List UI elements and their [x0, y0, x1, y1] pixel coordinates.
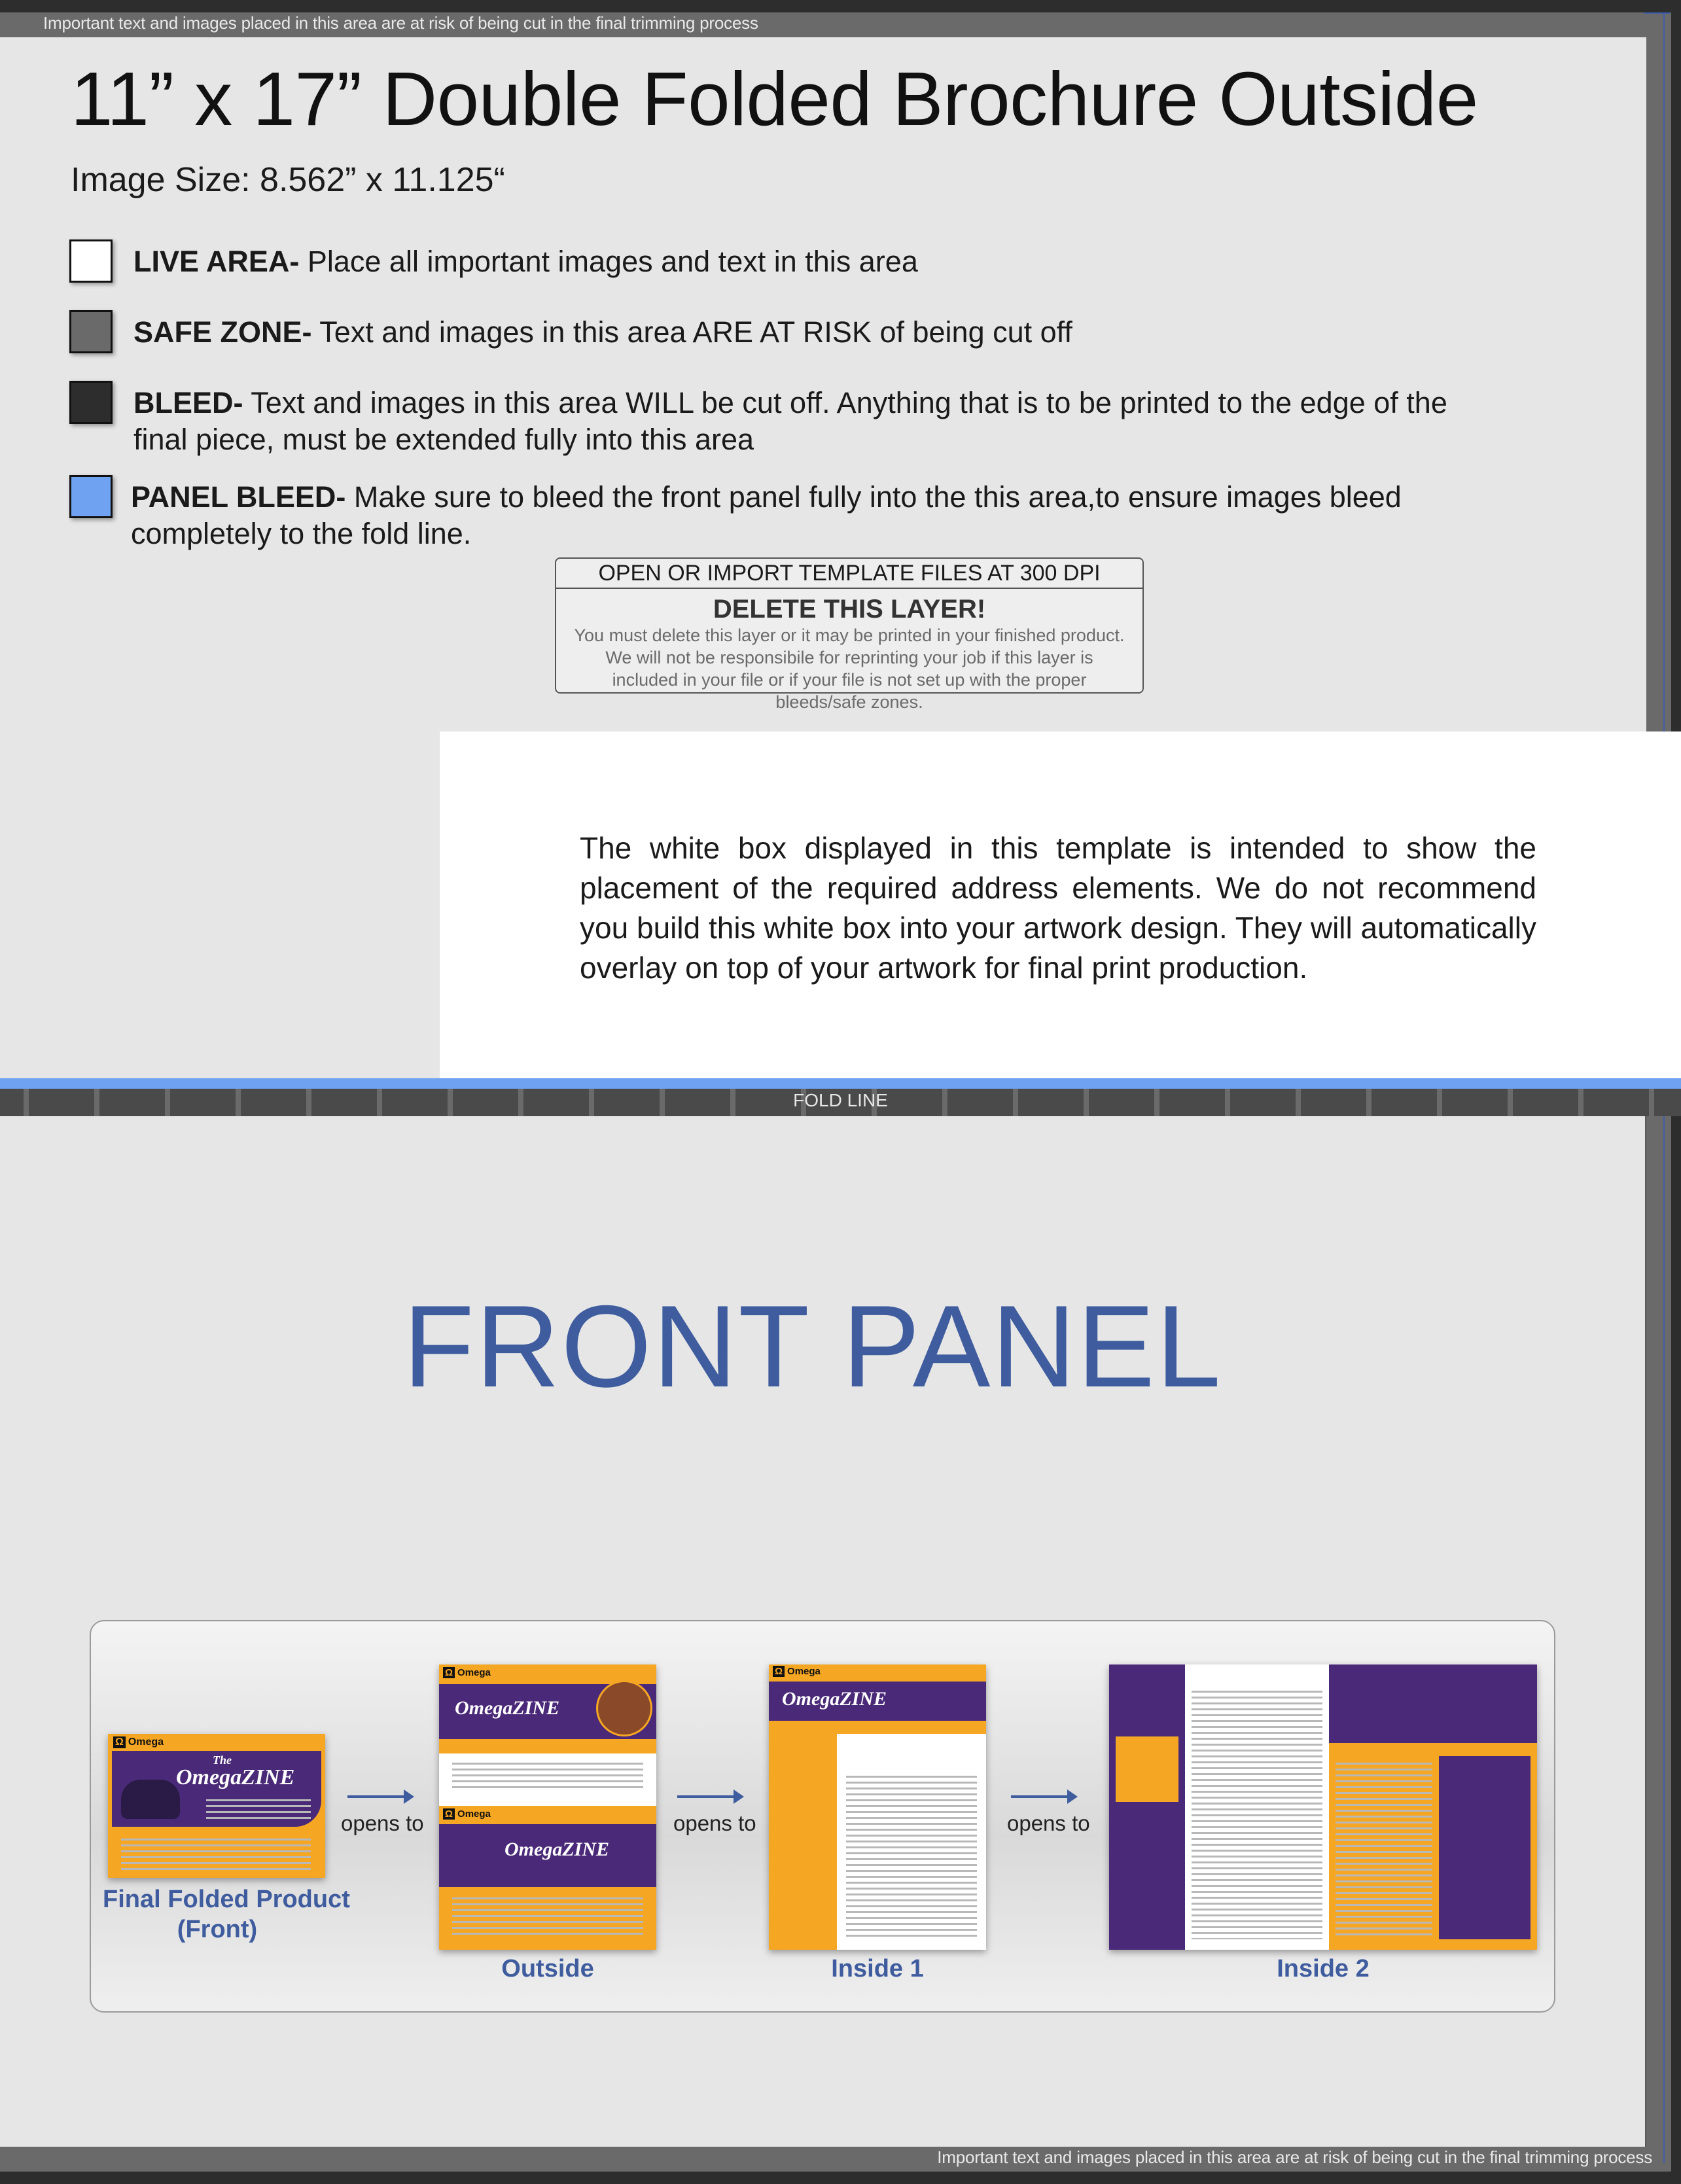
inside2-events-band — [1329, 1664, 1537, 1743]
omega-logo: Ω Omega — [113, 1736, 164, 1748]
final-folded-label — [103, 1884, 350, 1945]
legend-desc: Make sure to bleed the front panel fully into the this area,to ensure images bleed completely to the fold line. — [131, 480, 1402, 550]
legend-term: BLEED- — [133, 386, 243, 419]
legend-term: SAFE ZONE- — [133, 315, 312, 349]
opens-to-label: opens to — [673, 1811, 756, 1835]
outside-label: Outside — [501, 1955, 594, 1982]
magazine-title: OmegaZINE — [455, 1697, 559, 1719]
legend-safe-zone — [133, 314, 1508, 351]
inside1-body-lines — [846, 1776, 977, 1939]
fold-line-label: FOLD LINE — [793, 1090, 888, 1110]
body-text-lines — [206, 1799, 311, 1823]
page-title: 11” x 17” Double Folded Brochure Outside — [71, 56, 1478, 141]
address-text-lines — [121, 1839, 311, 1870]
legend-desc: Place all important images and text in this area — [299, 245, 918, 278]
outside-address-lines — [452, 1897, 643, 1937]
opens-to-label: opens to — [341, 1811, 424, 1835]
magazine-the: The — [213, 1753, 232, 1767]
legend-live-area — [133, 243, 1508, 280]
inside2-left-column — [1109, 1664, 1185, 1950]
guide-line-right-lower — [1663, 1116, 1665, 2163]
legend-desc: Text and images in this area WILL be cut off. Anything that is to be printed to the edge of the final piece, must be extended fully into this area — [133, 386, 1447, 456]
dpi-instruction: OPEN OR IMPORT TEMPLATE FILES AT 300 DPI — [556, 559, 1142, 589]
legend-panel-bleed — [131, 479, 1459, 552]
bleed-swatch — [69, 381, 113, 424]
guide-line-top — [1644, 12, 1670, 14]
arrow-icon — [1011, 1795, 1071, 1798]
guide-line-right — [1663, 12, 1665, 732]
delete-layer-notice — [555, 557, 1144, 712]
inside1-sidebar — [769, 1734, 837, 1950]
final-folded-label-line1: Final Folded Product — [103, 1886, 350, 1913]
fold-line-bar — [0, 1078, 1681, 1089]
outside-mid-lines — [452, 1763, 643, 1789]
front-panel-heading: FRONT PANEL — [403, 1281, 1222, 1411]
omega-logo: Ω Omega — [773, 1666, 821, 1677]
magazine-title: OmegaZINE — [504, 1839, 609, 1860]
legend-desc: Text and images in this area ARE AT RISK of being cut off — [311, 315, 1072, 349]
fold-diagram — [90, 1620, 1555, 2013]
trim-warning-top: Important text and images placed in this area are at risk of being cut in the final trimming process — [43, 13, 758, 33]
cover-photo — [596, 1680, 652, 1736]
inside1-thumbnail — [769, 1664, 986, 1950]
inside2-right-lines — [1336, 1763, 1432, 1939]
magazine-title: OmegaZINE — [176, 1765, 295, 1789]
inside1-label: Inside 1 — [831, 1955, 924, 1982]
legend-term: PANEL BLEED- — [131, 480, 346, 514]
arrow-icon — [347, 1795, 408, 1798]
trim-warning-bottom: Important text and images placed in this area are at risk of being cut in the final trimming process — [937, 2147, 1652, 2167]
legend-term: LIVE AREA- — [133, 245, 300, 278]
legend-bleed — [133, 385, 1475, 458]
inside2-label: Inside 2 — [1277, 1955, 1370, 1982]
panel-bleed-swatch — [69, 475, 113, 518]
omega-logo: Ω Omega — [443, 1667, 491, 1678]
omega-logo: Ω Omega — [443, 1808, 491, 1820]
magazine-title: OmegaZINE — [782, 1688, 887, 1710]
inside2-middle-lines — [1192, 1691, 1322, 1939]
delete-layer-body: You must delete this layer or it may be printed in your finished product. We will not be responsibile for reprinting your job if this layer is included in your file or if your file is not set up with the proper bleeds/safe zones. — [574, 625, 1125, 712]
inside2-thumbnail — [1109, 1664, 1537, 1950]
motorcycle-image — [121, 1780, 180, 1819]
image-size: Image Size: 8.562” x 11.125“ — [71, 161, 505, 199]
address-placement-box — [440, 731, 1681, 1078]
opens-to-label: opens to — [1007, 1811, 1090, 1835]
arrow-icon — [677, 1795, 737, 1798]
outside-thumbnail — [439, 1664, 656, 1950]
lower-safe-edge — [1645, 1116, 1646, 2147]
final-folded-thumbnail — [108, 1734, 325, 1878]
inside2-callout — [1116, 1736, 1178, 1802]
safe-zone-swatch — [69, 310, 113, 353]
final-folded-label-line2: (Front) — [177, 1916, 258, 1943]
address-box-note: The white box displayed in this template is intended to show the placement of the required address elements. We do not recommend you build this white box into your artwork design. They will automatically overlay on top of your artwork for final print production. — [580, 831, 1536, 985]
inside2-sneak-peek — [1439, 1756, 1531, 1939]
delete-layer-heading: DELETE THIS LAYER! — [713, 595, 986, 624]
live-area-swatch — [69, 239, 113, 283]
